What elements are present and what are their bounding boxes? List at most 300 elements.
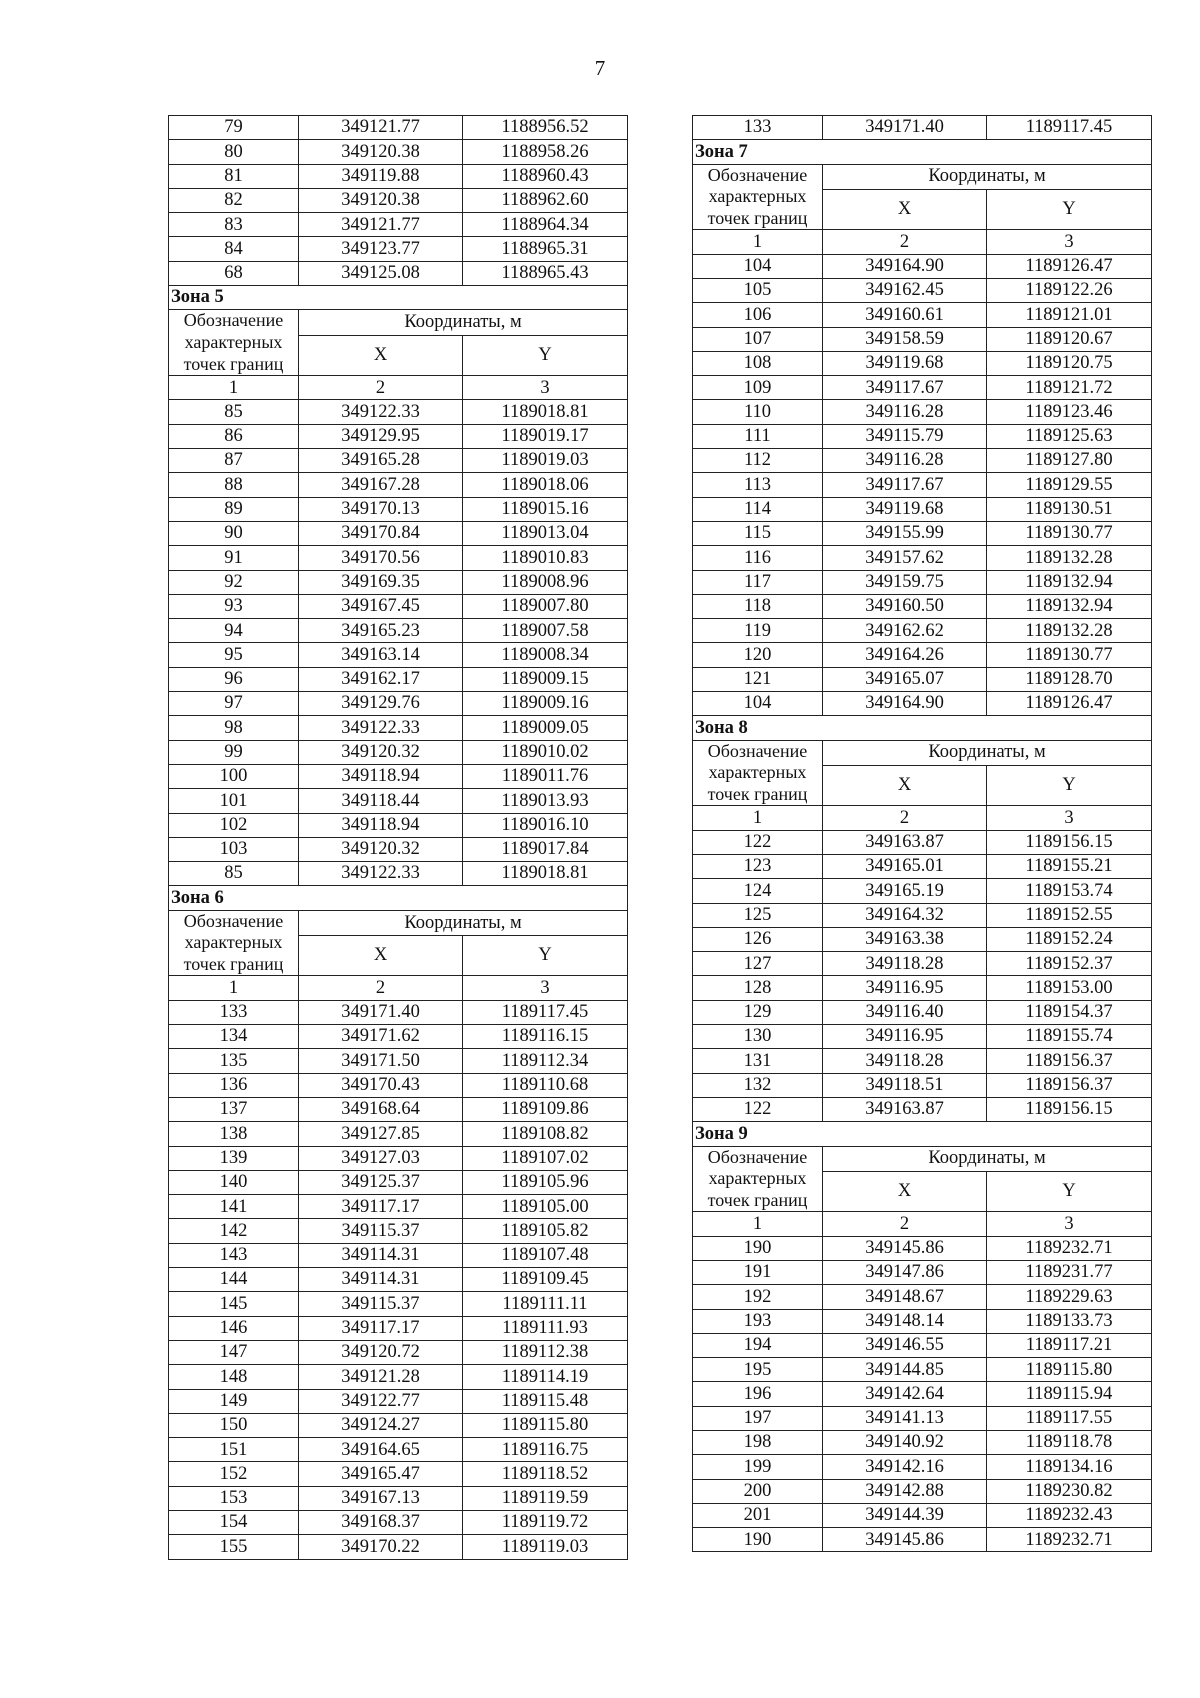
table-row	[693, 497, 1152, 521]
x-coordinate: 349116.95	[823, 1025, 987, 1049]
x-coordinate: 349167.13	[299, 1486, 463, 1510]
y-coordinate: 1189130.77	[987, 643, 1152, 667]
x-coordinate: 349163.87	[823, 1097, 987, 1121]
table-row	[693, 976, 1152, 1000]
x-header: X	[823, 1171, 987, 1212]
table-row	[169, 424, 628, 448]
y-coordinate: 1188960.43	[463, 164, 628, 188]
table-row	[169, 116, 628, 140]
table-row	[169, 1438, 628, 1462]
table-row	[169, 570, 628, 594]
x-coordinate: 349164.90	[823, 254, 987, 278]
table-row	[169, 1462, 628, 1486]
point-number: 150	[169, 1413, 299, 1437]
table-row	[693, 692, 1152, 716]
x-coordinate: 349140.92	[823, 1431, 987, 1455]
column-number: 2	[823, 806, 987, 830]
y-coordinate: 1189008.96	[463, 570, 628, 594]
designation-header-line: характерных	[708, 1168, 807, 1189]
y-coordinate: 1189132.94	[987, 570, 1152, 594]
x-header: X	[823, 189, 987, 230]
point-number: 115	[693, 521, 823, 545]
y-coordinate: 1188965.31	[463, 237, 628, 261]
column-number-row	[169, 976, 628, 1000]
point-number: 132	[693, 1073, 823, 1097]
y-coordinate: 1189111.11	[463, 1292, 628, 1316]
y-header: Y	[463, 335, 628, 376]
x-coordinate: 349114.31	[299, 1268, 463, 1292]
x-coordinate: 349170.22	[299, 1535, 463, 1559]
point-number: 107	[693, 327, 823, 351]
y-coordinate: 1189126.47	[987, 254, 1152, 278]
point-number: 196	[693, 1382, 823, 1406]
y-coordinate: 1189134.16	[987, 1455, 1152, 1479]
x-coordinate: 349163.14	[299, 643, 463, 667]
table-row	[693, 643, 1152, 667]
table-row	[693, 449, 1152, 473]
y-coordinate: 1189007.58	[463, 619, 628, 643]
y-coordinate: 1189132.28	[987, 546, 1152, 570]
coordinates-header: Координаты, м	[299, 310, 628, 335]
point-number: 139	[169, 1146, 299, 1170]
table-row	[169, 497, 628, 521]
y-coordinate: 1189115.80	[987, 1358, 1152, 1382]
x-coordinate: 349118.28	[823, 1049, 987, 1073]
column-number: 3	[987, 230, 1152, 254]
x-coordinate: 349171.62	[299, 1025, 463, 1049]
table-row	[169, 1195, 628, 1219]
y-coordinate: 1189009.05	[463, 716, 628, 740]
point-number: 195	[693, 1358, 823, 1382]
x-coordinate: 349165.07	[823, 667, 987, 691]
y-coordinate: 1189155.74	[987, 1025, 1152, 1049]
point-number: 114	[693, 497, 823, 521]
table-row	[693, 1333, 1152, 1357]
x-coordinate: 349116.28	[823, 449, 987, 473]
point-number: 83	[169, 213, 299, 237]
zone-title: Зона 7	[693, 140, 1152, 164]
x-coordinate: 349115.37	[299, 1219, 463, 1243]
y-coordinate: 1189110.68	[463, 1073, 628, 1097]
designation-header-line: Обозначение	[183, 310, 284, 331]
point-number: 128	[693, 976, 823, 1000]
table-row	[693, 546, 1152, 570]
y-coordinate: 1189230.82	[987, 1479, 1152, 1503]
point-number: 116	[693, 546, 823, 570]
designation-header-line: характерных	[708, 186, 807, 207]
y-coordinate: 1189154.37	[987, 1000, 1152, 1024]
point-number: 133	[169, 1000, 299, 1024]
table-row	[169, 188, 628, 212]
y-coordinate: 1189013.93	[463, 789, 628, 813]
y-coordinate: 1189120.67	[987, 327, 1152, 351]
table-row	[169, 1025, 628, 1049]
zone-title-row	[169, 886, 628, 910]
x-coordinate: 349162.17	[299, 667, 463, 691]
x-coordinate: 349171.40	[823, 116, 987, 140]
y-coordinate: 1189156.37	[987, 1049, 1152, 1073]
point-number: 153	[169, 1486, 299, 1510]
y-coordinate: 1189119.59	[463, 1486, 628, 1510]
point-number: 201	[693, 1503, 823, 1527]
table-row	[693, 1260, 1152, 1284]
x-coordinate: 349157.62	[823, 546, 987, 570]
y-coordinate: 1189130.51	[987, 497, 1152, 521]
coordinates-header: Координаты, м	[823, 164, 1152, 189]
designation-header	[169, 910, 299, 976]
table-row	[169, 521, 628, 545]
point-number: 148	[169, 1365, 299, 1389]
point-number: 108	[693, 351, 823, 375]
point-number: 154	[169, 1511, 299, 1535]
table-row	[169, 546, 628, 570]
point-number: 101	[169, 789, 299, 813]
x-coordinate: 349165.47	[299, 1462, 463, 1486]
y-coordinate: 1189232.71	[987, 1236, 1152, 1260]
zone-title: Зона 6	[169, 886, 628, 910]
y-coordinate: 1189008.34	[463, 643, 628, 667]
y-coordinate: 1189153.74	[987, 879, 1152, 903]
y-coordinate: 1189156.15	[987, 1097, 1152, 1121]
x-coordinate: 349160.61	[823, 303, 987, 327]
column-number: 2	[823, 230, 987, 254]
x-header: X	[299, 935, 463, 976]
table-row	[693, 278, 1152, 302]
y-coordinate: 1189152.55	[987, 903, 1152, 927]
table-row	[169, 140, 628, 164]
x-coordinate: 349165.28	[299, 449, 463, 473]
y-header: Y	[987, 189, 1152, 230]
header-row	[693, 740, 1152, 765]
point-number: 122	[693, 830, 823, 854]
point-number: 140	[169, 1170, 299, 1194]
x-coordinate: 349120.32	[299, 837, 463, 861]
point-number: 194	[693, 1333, 823, 1357]
x-coordinate: 349145.86	[823, 1236, 987, 1260]
point-number: 99	[169, 740, 299, 764]
designation-header	[693, 1146, 823, 1212]
y-coordinate: 1189105.96	[463, 1170, 628, 1194]
x-coordinate: 349171.50	[299, 1049, 463, 1073]
point-number: 129	[693, 1000, 823, 1024]
x-coordinate: 349148.67	[823, 1285, 987, 1309]
point-number: 103	[169, 837, 299, 861]
table-row	[169, 1486, 628, 1510]
y-header: Y	[463, 935, 628, 976]
x-coordinate: 349115.37	[299, 1292, 463, 1316]
table-row	[169, 1413, 628, 1437]
table-row	[169, 1122, 628, 1146]
x-coordinate: 349121.77	[299, 213, 463, 237]
y-coordinate: 1189152.24	[987, 927, 1152, 951]
y-coordinate: 1189019.03	[463, 449, 628, 473]
y-coordinate: 1188965.43	[463, 261, 628, 285]
coordinates-header: Координаты, м	[823, 1146, 1152, 1171]
y-coordinate: 1189127.80	[987, 449, 1152, 473]
column-number: 1	[693, 806, 823, 830]
x-coordinate: 349116.95	[823, 976, 987, 1000]
y-coordinate: 1189130.77	[987, 521, 1152, 545]
point-number: 87	[169, 449, 299, 473]
point-number: 100	[169, 764, 299, 788]
x-coordinate: 349170.56	[299, 546, 463, 570]
x-coordinate: 349142.64	[823, 1382, 987, 1406]
y-coordinate: 1189105.82	[463, 1219, 628, 1243]
y-coordinate: 1189112.34	[463, 1049, 628, 1073]
point-number: 190	[693, 1236, 823, 1260]
x-coordinate: 349162.45	[823, 278, 987, 302]
y-header: Y	[987, 765, 1152, 806]
x-coordinate: 349167.45	[299, 594, 463, 618]
table-row	[693, 327, 1152, 351]
designation-header-line: характерных	[708, 762, 807, 783]
table-row	[169, 1511, 628, 1535]
table-row	[693, 1309, 1152, 1333]
y-coordinate: 1189152.37	[987, 952, 1152, 976]
y-coordinate: 1189116.75	[463, 1438, 628, 1462]
y-coordinate: 1189115.48	[463, 1389, 628, 1413]
column-number-row	[169, 376, 628, 400]
point-number: 141	[169, 1195, 299, 1219]
table-row	[693, 952, 1152, 976]
table-row	[693, 879, 1152, 903]
point-number: 86	[169, 424, 299, 448]
x-coordinate: 349121.28	[299, 1365, 463, 1389]
table-row	[169, 237, 628, 261]
y-coordinate: 1189116.15	[463, 1025, 628, 1049]
zone-title-row	[693, 716, 1152, 740]
point-number: 193	[693, 1309, 823, 1333]
table-row	[169, 1316, 628, 1340]
x-coordinate: 349118.51	[823, 1073, 987, 1097]
table-row	[169, 740, 628, 764]
x-coordinate: 349144.85	[823, 1358, 987, 1382]
table-row	[169, 1365, 628, 1389]
y-coordinate: 1189109.45	[463, 1268, 628, 1292]
point-number: 119	[693, 619, 823, 643]
table-row	[693, 1406, 1152, 1430]
x-coordinate: 349117.67	[823, 473, 987, 497]
x-coordinate: 349120.38	[299, 188, 463, 212]
y-coordinate: 1189232.71	[987, 1528, 1152, 1552]
y-coordinate: 1189018.81	[463, 862, 628, 886]
y-coordinate: 1189231.77	[987, 1260, 1152, 1284]
point-number: 92	[169, 570, 299, 594]
y-coordinate: 1189107.48	[463, 1243, 628, 1267]
column-number: 2	[299, 376, 463, 400]
x-coordinate: 349168.64	[299, 1097, 463, 1121]
x-coordinate: 349114.31	[299, 1243, 463, 1267]
x-coordinate: 349120.32	[299, 740, 463, 764]
table-row	[169, 837, 628, 861]
y-coordinate: 1189117.21	[987, 1333, 1152, 1357]
point-number: 125	[693, 903, 823, 927]
point-number: 149	[169, 1389, 299, 1413]
y-coordinate: 1188958.26	[463, 140, 628, 164]
y-coordinate: 1189013.04	[463, 521, 628, 545]
y-coordinate: 1189112.38	[463, 1340, 628, 1364]
y-coordinate: 1189123.46	[987, 400, 1152, 424]
y-coordinate: 1189109.86	[463, 1097, 628, 1121]
x-coordinate: 349164.26	[823, 643, 987, 667]
y-coordinate: 1189229.63	[987, 1285, 1152, 1309]
table-row	[693, 303, 1152, 327]
x-coordinate: 349170.84	[299, 521, 463, 545]
coordinates-header: Координаты, м	[299, 910, 628, 935]
x-coordinate: 349163.87	[823, 830, 987, 854]
x-coordinate: 349158.59	[823, 327, 987, 351]
x-coordinate: 349124.27	[299, 1413, 463, 1437]
column-number: 2	[299, 976, 463, 1000]
x-coordinate: 349122.77	[299, 1389, 463, 1413]
table-row	[693, 254, 1152, 278]
x-coordinate: 349170.43	[299, 1073, 463, 1097]
x-coordinate: 349120.38	[299, 140, 463, 164]
x-coordinate: 349118.94	[299, 764, 463, 788]
table-row	[169, 261, 628, 285]
x-coordinate: 349164.32	[823, 903, 987, 927]
column-number: 1	[169, 376, 299, 400]
table-row	[693, 1285, 1152, 1309]
x-coordinate: 349144.39	[823, 1503, 987, 1527]
x-coordinate: 349169.35	[299, 570, 463, 594]
y-coordinate: 1189011.76	[463, 764, 628, 788]
point-number: 97	[169, 692, 299, 716]
column-number: 1	[169, 976, 299, 1000]
table-row	[169, 1170, 628, 1194]
point-number: 81	[169, 164, 299, 188]
point-number: 152	[169, 1462, 299, 1486]
point-number: 79	[169, 116, 299, 140]
y-coordinate: 1189232.43	[987, 1503, 1152, 1527]
zone-title: Зона 8	[693, 716, 1152, 740]
point-number: 134	[169, 1025, 299, 1049]
y-coordinate: 1189128.70	[987, 667, 1152, 691]
table-row	[169, 1292, 628, 1316]
x-coordinate: 349162.62	[823, 619, 987, 643]
y-coordinate: 1189153.00	[987, 976, 1152, 1000]
y-coordinate: 1189129.55	[987, 473, 1152, 497]
x-coordinate: 349155.99	[823, 521, 987, 545]
table-row	[693, 1431, 1152, 1455]
x-coordinate: 349129.76	[299, 692, 463, 716]
point-number: 197	[693, 1406, 823, 1430]
table-row	[693, 1382, 1152, 1406]
x-coordinate: 349142.16	[823, 1455, 987, 1479]
point-number: 143	[169, 1243, 299, 1267]
designation-header-line: Обозначение	[707, 740, 808, 761]
y-coordinate: 1189009.15	[463, 667, 628, 691]
point-number: 90	[169, 521, 299, 545]
table-row	[169, 667, 628, 691]
point-number: 95	[169, 643, 299, 667]
x-coordinate: 349142.88	[823, 1479, 987, 1503]
y-header: Y	[987, 1171, 1152, 1212]
point-number: 113	[693, 473, 823, 497]
y-coordinate: 1189121.72	[987, 376, 1152, 400]
y-coordinate: 1189107.02	[463, 1146, 628, 1170]
table-row	[693, 1479, 1152, 1503]
zone-title: Зона 9	[693, 1122, 1152, 1146]
point-number: 110	[693, 400, 823, 424]
point-number: 109	[693, 376, 823, 400]
x-coordinate: 349116.28	[823, 400, 987, 424]
point-number: 200	[693, 1479, 823, 1503]
point-number: 146	[169, 1316, 299, 1340]
y-coordinate: 1189018.06	[463, 473, 628, 497]
header-row	[169, 310, 628, 335]
column-number: 3	[987, 806, 1152, 830]
table-row	[169, 619, 628, 643]
y-coordinate: 1189016.10	[463, 813, 628, 837]
point-number: 88	[169, 473, 299, 497]
y-coordinate: 1189114.19	[463, 1365, 628, 1389]
y-coordinate: 1189156.37	[987, 1073, 1152, 1097]
point-number: 94	[169, 619, 299, 643]
designation-header-line: характерных	[184, 932, 283, 953]
designation-header	[169, 310, 299, 376]
table-row	[169, 164, 628, 188]
column-number: 3	[463, 376, 628, 400]
table-row	[693, 1049, 1152, 1073]
point-number: 138	[169, 1122, 299, 1146]
point-number: 112	[693, 449, 823, 473]
point-number: 133	[693, 116, 823, 140]
x-coordinate: 349117.17	[299, 1316, 463, 1340]
zone-title-row	[693, 1122, 1152, 1146]
x-header: X	[299, 335, 463, 376]
point-number: 144	[169, 1268, 299, 1292]
x-coordinate: 349119.88	[299, 164, 463, 188]
table-row	[169, 1243, 628, 1267]
point-number: 151	[169, 1438, 299, 1462]
y-coordinate: 1189015.16	[463, 497, 628, 521]
table-row	[693, 351, 1152, 375]
point-number: 106	[693, 303, 823, 327]
header-row	[169, 910, 628, 935]
y-coordinate: 1188964.34	[463, 213, 628, 237]
x-coordinate: 349118.94	[299, 813, 463, 837]
point-number: 192	[693, 1285, 823, 1309]
x-coordinate: 349165.01	[823, 854, 987, 878]
table-row	[693, 1358, 1152, 1382]
point-number: 124	[693, 879, 823, 903]
table-row	[693, 400, 1152, 424]
x-coordinate: 349118.44	[299, 789, 463, 813]
table-row	[169, 400, 628, 424]
x-coordinate: 349125.08	[299, 261, 463, 285]
designation-header-line: характерных	[184, 331, 283, 352]
point-number: 102	[169, 813, 299, 837]
table-row	[169, 1000, 628, 1024]
y-coordinate: 1188956.52	[463, 116, 628, 140]
zone-title-row	[169, 286, 628, 310]
y-coordinate: 1189156.15	[987, 830, 1152, 854]
designation-header-line: Обозначение	[707, 1146, 808, 1167]
table-row	[693, 667, 1152, 691]
table-row	[169, 1073, 628, 1097]
x-coordinate: 349146.55	[823, 1333, 987, 1357]
designation-header-line: точек границ	[183, 953, 284, 974]
designation-header	[693, 740, 823, 806]
point-number: 120	[693, 643, 823, 667]
point-number: 126	[693, 927, 823, 951]
table-row	[693, 570, 1152, 594]
table-row	[169, 473, 628, 497]
x-coordinate: 349122.33	[299, 400, 463, 424]
point-number: 147	[169, 1340, 299, 1364]
table-row	[693, 1528, 1152, 1552]
